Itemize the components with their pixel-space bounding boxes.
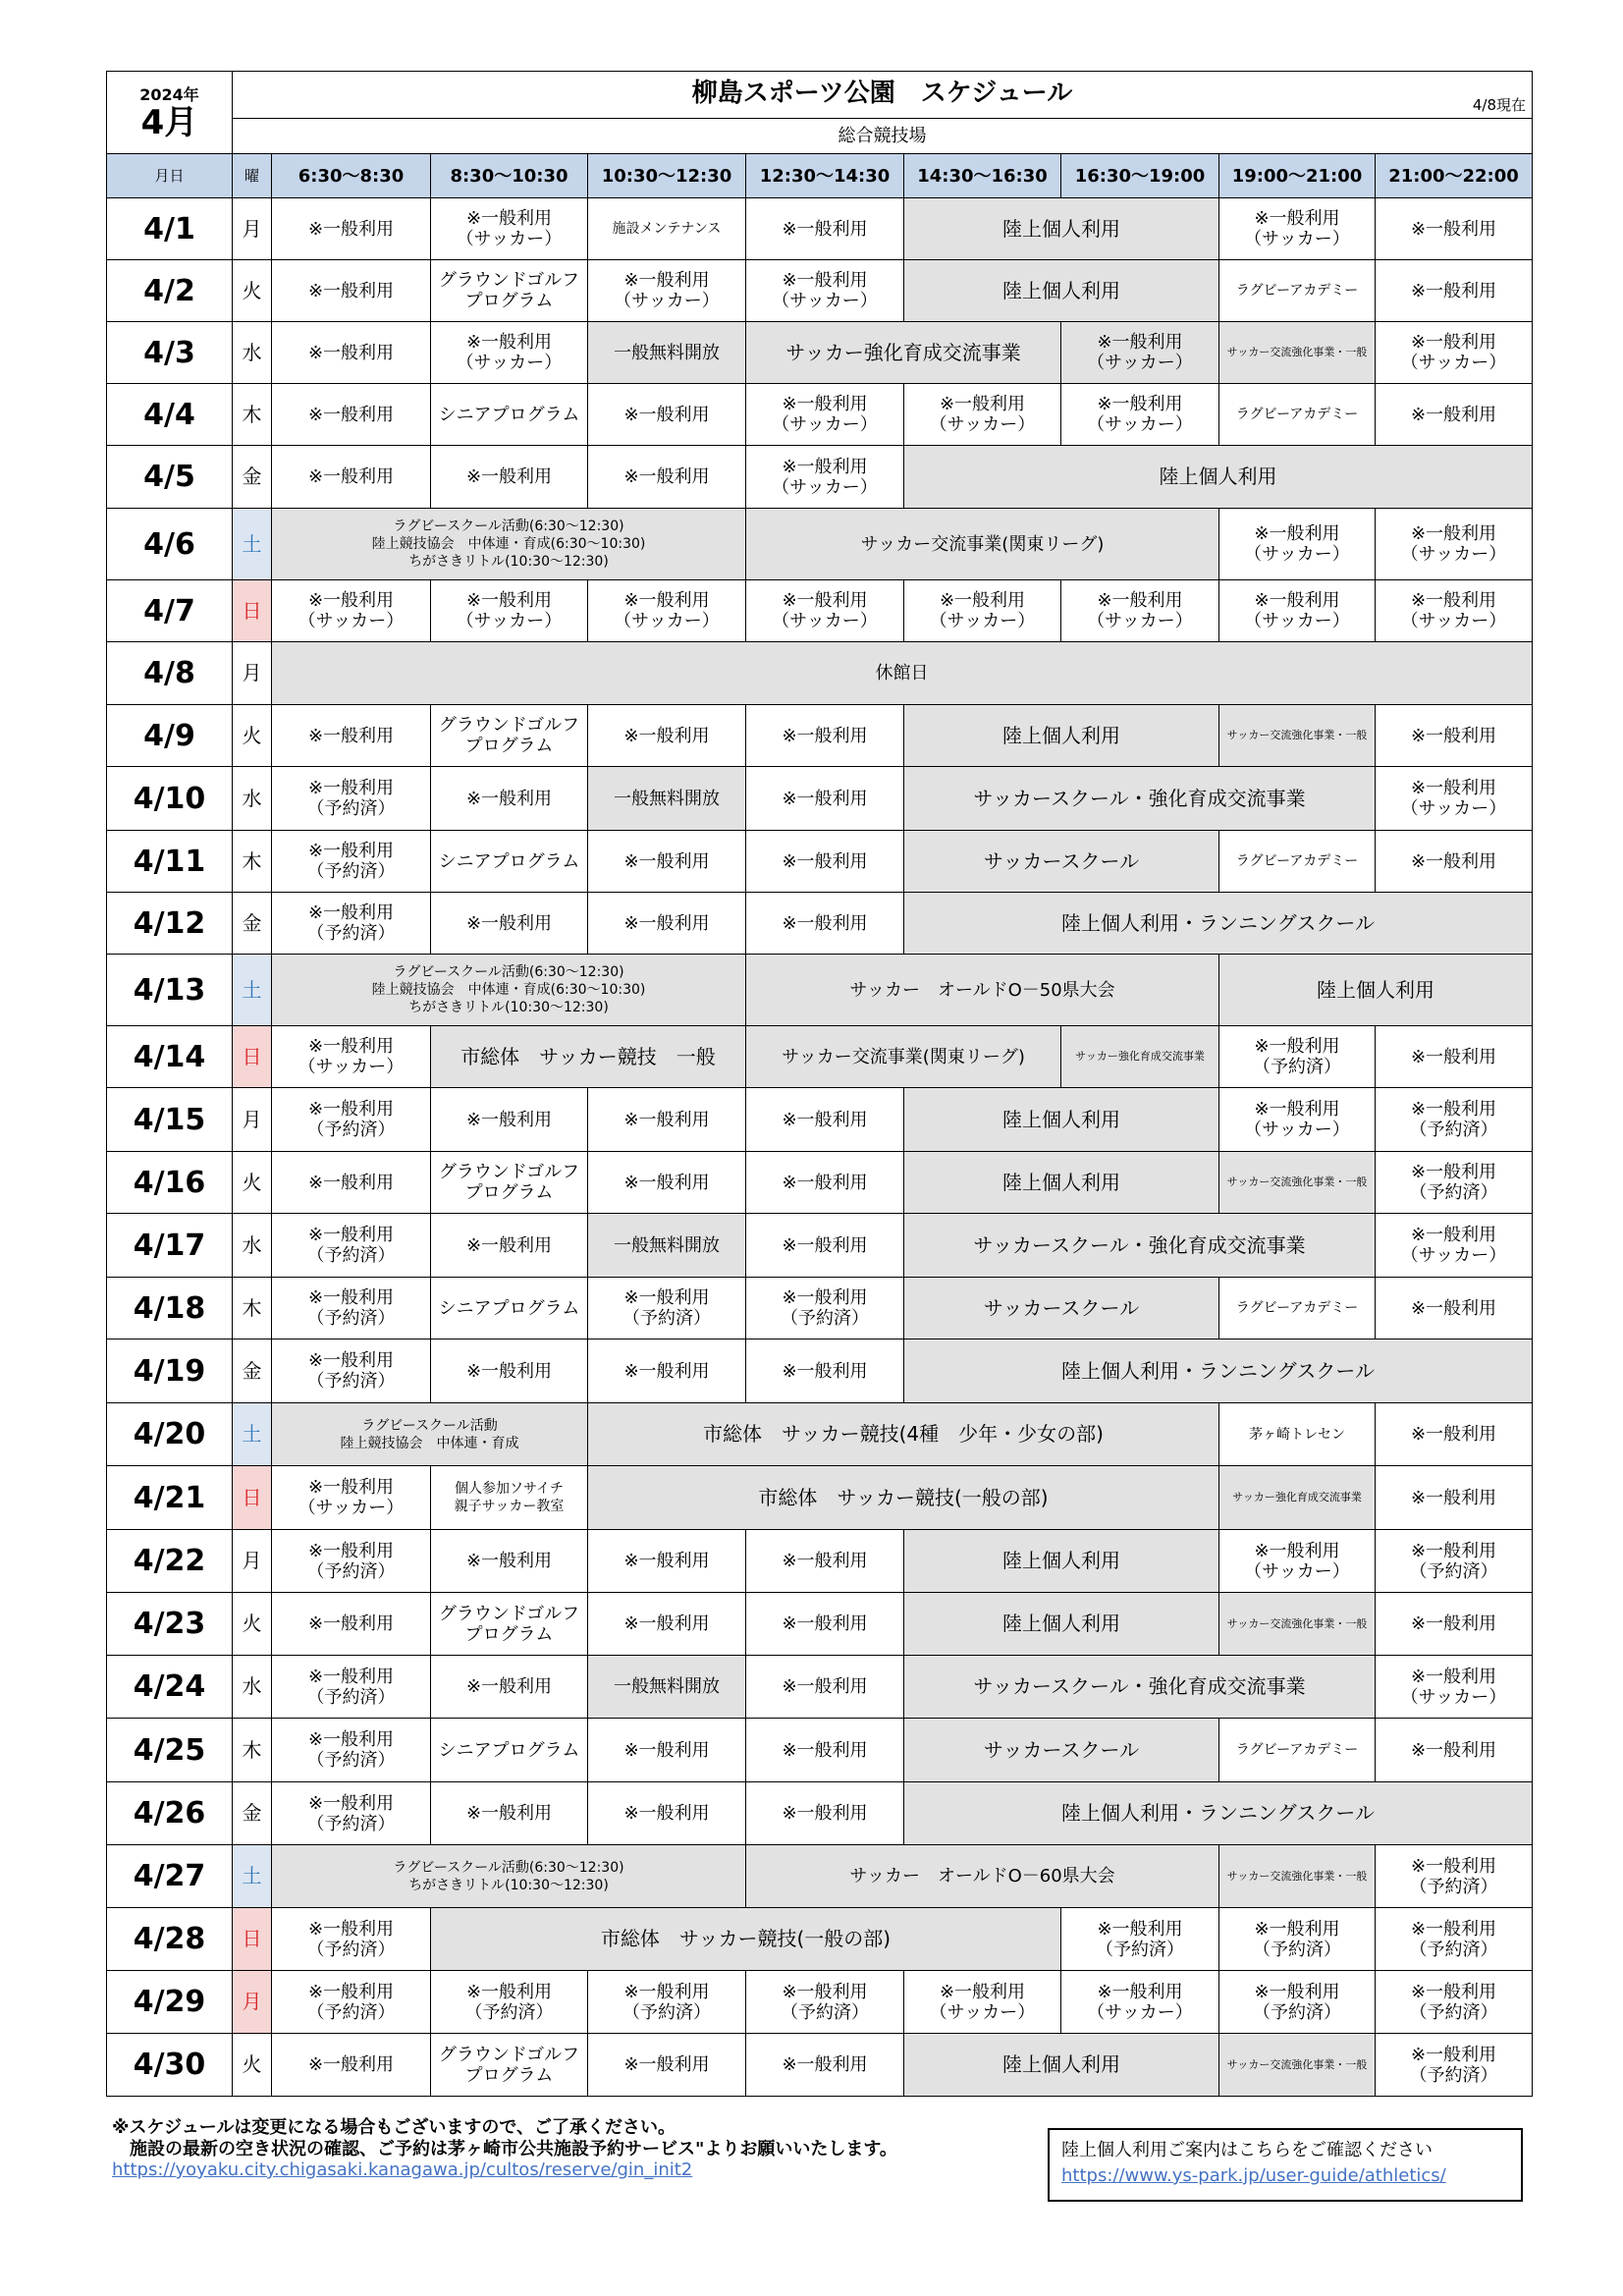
weekday-cell: 火 — [233, 2034, 272, 2097]
schedule-row — [107, 1908, 1533, 1971]
weekday-cell: 日 — [233, 1908, 272, 1971]
schedule-cell: ※一般利用 （サッカー） — [1376, 322, 1533, 384]
schedule-cell: 市総体 サッカー競技(4種 少年・少女の部) — [588, 1403, 1219, 1466]
date-cell: 4/25 — [107, 1719, 233, 1782]
schedule-row — [107, 1088, 1533, 1152]
schedule-cell: ※一般利用 （予約済） — [1376, 1152, 1533, 1214]
schedule-cell: ※一般利用 （サッカー） — [272, 1026, 431, 1088]
schedule-cell: 陸上個人利用 — [904, 260, 1219, 322]
schedule-cell: 施設メンテナンス — [588, 198, 746, 260]
schedule-cell: ラグビーアカデミー — [1219, 384, 1376, 446]
schedule-cell: ※一般利用 （予約済） — [272, 1908, 431, 1971]
schedule-cell: ※一般利用 （予約済） — [746, 1971, 904, 2034]
date-cell: 4/7 — [107, 580, 233, 642]
weekday-cell: 木 — [233, 1719, 272, 1782]
date-cell: 4/11 — [107, 831, 233, 893]
schedule-cell: ※一般利用 — [588, 384, 746, 446]
schedule-cell: ラグビースクール活動 陸上競技協会 中体連・育成 — [272, 1403, 588, 1466]
schedule-cell: 陸上個人利用・ランニングスクール — [904, 893, 1533, 955]
schedule-cell: サッカー強化育成交流事業 — [1061, 1026, 1219, 1088]
schedule-cell: ※一般利用 （サッカー） — [588, 260, 746, 322]
footer-note-2: 施設の最新の空き状況の確認、ご予約は茅ヶ崎市公共施設予約サービス"よりお願いいたします。 — [112, 2139, 897, 2159]
schedule-cell: ※一般利用 — [1376, 384, 1533, 446]
date-cell: 4/28 — [107, 1908, 233, 1971]
schedule-cell: ※一般利用 （サッカー） — [1376, 1214, 1533, 1278]
schedule-cell: ※一般利用 — [588, 831, 746, 893]
schedule-cell: 一般無料開放 — [588, 767, 746, 831]
schedule-cell: ※一般利用 （サッカー） — [746, 384, 904, 446]
schedule-cell: ※一般利用 （サッカー） — [1219, 1530, 1376, 1593]
schedule-cell: ※一般利用 — [272, 384, 431, 446]
schedule-cell: グラウンドゴルフ プログラム — [431, 260, 588, 322]
schedule-cell: グラウンドゴルフ プログラム — [431, 2034, 588, 2097]
as-of-date: 4/8現在 — [1472, 96, 1526, 114]
schedule-cell: ※一般利用 — [746, 1782, 904, 1845]
schedule-cell: ※一般利用 — [746, 1152, 904, 1214]
schedule-cell: ※一般利用 （予約済） — [588, 1971, 746, 2034]
schedule-cell: 休館日 — [272, 642, 1533, 705]
schedule-cell: ※一般利用 （サッカー） — [1219, 580, 1376, 642]
facility-name: 総合競技場 — [233, 119, 1533, 154]
schedule-cell: ※一般利用 — [272, 322, 431, 384]
schedule-row — [107, 446, 1533, 509]
schedule-cell: 陸上個人利用 — [904, 1152, 1219, 1214]
schedule-row — [107, 322, 1533, 384]
schedule-cell: グラウンドゴルフ プログラム — [431, 1152, 588, 1214]
weekday-cell: 水 — [233, 767, 272, 831]
schedule-row — [107, 1152, 1533, 1214]
schedule-cell: ラグビースクール活動(6:30～12:30) 陸上競技協会 中体連・育成(6:30～10:30) ちがさきリトル(10:30～12:30) — [272, 509, 746, 580]
schedule-cell: ※一般利用 — [746, 767, 904, 831]
schedule-cell: ※一般利用 — [431, 446, 588, 509]
schedule-cell: ※一般利用 — [1376, 705, 1533, 767]
weekday-cell: 木 — [233, 384, 272, 446]
schedule-cell: ※一般利用 （予約済） — [272, 1530, 431, 1593]
schedule-cell: ※一般利用 — [588, 1339, 746, 1403]
schedule-cell: ※一般利用 （予約済） — [1376, 1971, 1533, 2034]
schedule-row — [107, 642, 1533, 705]
schedule-cell: ※一般利用 — [1376, 260, 1533, 322]
date-cell: 4/22 — [107, 1530, 233, 1593]
schedule-cell: シニアプログラム — [431, 384, 588, 446]
date-cell: 4/13 — [107, 955, 233, 1026]
date-cell: 4/16 — [107, 1152, 233, 1214]
schedule-cell: サッカー強化育成交流事業 — [746, 322, 1061, 384]
schedule-cell: ※一般利用 （予約済） — [1061, 1908, 1219, 1971]
schedule-cell: ※一般利用 （サッカー） — [904, 1971, 1061, 2034]
schedule-cell: サッカー交流強化事業・一般 — [1219, 705, 1376, 767]
weekday-cell: 土 — [233, 509, 272, 580]
date-cell: 4/9 — [107, 705, 233, 767]
schedule-cell: ※一般利用 — [746, 1530, 904, 1593]
schedule-cell: ※一般利用 （サッカー） — [1219, 1088, 1376, 1152]
schedule-row — [107, 1530, 1533, 1593]
schedule-cell: ※一般利用 — [1376, 198, 1533, 260]
schedule-cell: ※一般利用 （予約済） — [588, 1278, 746, 1339]
date-cell: 4/8 — [107, 642, 233, 705]
schedule-row — [107, 1026, 1533, 1088]
schedule-cell: ※一般利用 — [431, 1214, 588, 1278]
schedule-cell: 陸上個人利用 — [904, 1593, 1219, 1656]
schedule-cell: 一般無料開放 — [588, 322, 746, 384]
schedule-row — [107, 1278, 1533, 1339]
column-header: 16:30～19:00 — [1061, 154, 1219, 198]
schedule-cell: ※一般利用 — [746, 705, 904, 767]
schedule-cell: ※一般利用 — [746, 831, 904, 893]
schedule-row — [107, 1403, 1533, 1466]
year-label: 2024年 — [139, 84, 199, 104]
column-header: 10:30～12:30 — [588, 154, 746, 198]
schedule-cell: ※一般利用 （予約済） — [272, 1656, 431, 1719]
title-cell — [233, 72, 1533, 119]
schedule-cell: ※一般利用 （サッカー） — [272, 580, 431, 642]
athletics-info-text: 陸上個人利用ご案内はこちらをご確認ください — [1061, 2140, 1433, 2160]
date-cell: 4/18 — [107, 1278, 233, 1339]
schedule-cell: ※一般利用 （予約済） — [272, 1214, 431, 1278]
weekday-cell: 火 — [233, 1152, 272, 1214]
schedule-cell: ※一般利用 （予約済） — [272, 1719, 431, 1782]
schedule-cell: ※一般利用 （サッカー） — [1061, 384, 1219, 446]
schedule-cell: ※一般利用 （予約済） — [746, 1278, 904, 1339]
schedule-row — [107, 198, 1533, 260]
schedule-cell: ※一般利用 （予約済） — [1376, 1845, 1533, 1908]
schedule-cell: ※一般利用 — [588, 1719, 746, 1782]
column-header: 21:00～22:00 — [1376, 154, 1533, 198]
schedule-cell: 陸上個人利用 — [904, 1088, 1219, 1152]
schedule-cell: ※一般利用 （サッカー） — [1061, 580, 1219, 642]
weekday-cell: 月 — [233, 642, 272, 705]
schedule-row — [107, 1466, 1533, 1530]
schedule-row — [107, 2034, 1533, 2097]
schedule-cell: ※一般利用 （サッカー） — [272, 1466, 431, 1530]
column-header: 8:30～10:30 — [431, 154, 588, 198]
schedule-cell: ※一般利用 — [746, 1339, 904, 1403]
date-cell: 4/12 — [107, 893, 233, 955]
schedule-cell: サッカー交流強化事業・一般 — [1219, 1593, 1376, 1656]
schedule-cell: サッカースクール — [904, 831, 1219, 893]
schedule-cell: ※一般利用 — [1376, 1278, 1533, 1339]
schedule-cell: ※一般利用 （サッカー） — [1376, 580, 1533, 642]
weekday-cell: 火 — [233, 705, 272, 767]
schedule-cell: サッカースクール — [904, 1278, 1219, 1339]
schedule-cell: ※一般利用 （サッカー） — [904, 580, 1061, 642]
schedule-cell: ※一般利用 — [746, 1214, 904, 1278]
schedule-row — [107, 1782, 1533, 1845]
schedule-cell: ※一般利用 （サッカー） — [431, 198, 588, 260]
schedule-cell: ※一般利用 — [588, 2034, 746, 2097]
schedule-cell: ※一般利用 （予約済） — [1376, 1530, 1533, 1593]
schedule-cell: サッカースクール・強化育成交流事業 — [904, 1656, 1376, 1719]
schedule-cell: ※一般利用 （予約済） — [1376, 2034, 1533, 2097]
schedule-cell: ※一般利用 — [272, 260, 431, 322]
schedule-row — [107, 1593, 1533, 1656]
weekday-cell: 木 — [233, 831, 272, 893]
weekday-cell: 土 — [233, 1845, 272, 1908]
schedule-cell: ※一般利用 — [431, 767, 588, 831]
schedule-cell: ラグビーアカデミー — [1219, 1278, 1376, 1339]
schedule-cell: ラグビースクール活動(6:30～12:30) 陸上競技協会 中体連・育成(6:30～10:30) ちがさきリトル(10:30～12:30) — [272, 955, 746, 1026]
weekday-cell: 土 — [233, 1403, 272, 1466]
schedule-row — [107, 1845, 1533, 1908]
schedule-cell: サッカースクール — [904, 1719, 1219, 1782]
schedule-cell: ※一般利用 — [588, 893, 746, 955]
schedule-cell: ※一般利用 （サッカー） — [1219, 198, 1376, 260]
schedule-row — [107, 1339, 1533, 1403]
schedule-row — [107, 1719, 1533, 1782]
column-header: 月日 — [107, 154, 233, 198]
weekday-cell: 日 — [233, 1466, 272, 1530]
schedule-cell: ※一般利用 （予約済） — [1219, 1971, 1376, 2034]
schedule-cell: サッカー オールドO－60県大会 — [746, 1845, 1219, 1908]
weekday-cell: 日 — [233, 1026, 272, 1088]
schedule-cell: ※一般利用 — [1376, 1026, 1533, 1088]
month-label: 4月 — [140, 102, 198, 142]
date-cell: 4/1 — [107, 198, 233, 260]
schedule-cell: サッカー交流強化事業・一般 — [1219, 1845, 1376, 1908]
athletics-info-box — [1048, 2128, 1523, 2202]
schedule-row — [107, 1656, 1533, 1719]
schedule-cell: 一般無料開放 — [588, 1214, 746, 1278]
weekday-cell: 金 — [233, 1339, 272, 1403]
schedule-cell: ラグビーアカデミー — [1219, 1719, 1376, 1782]
schedule-cell: シニアプログラム — [431, 1719, 588, 1782]
schedule-cell: ※一般利用 — [1376, 831, 1533, 893]
athletics-info-link[interactable]: https://www.ys-park.jp/user-guide/athletics/ — [1061, 2165, 1446, 2186]
schedule-row — [107, 580, 1533, 642]
schedule-cell: ※一般利用 （サッカー） — [1376, 509, 1533, 580]
schedule-cell: サッカースクール・強化育成交流事業 — [904, 767, 1376, 831]
schedule-cell: ※一般利用 — [588, 1782, 746, 1845]
schedule-cell: 市総体 サッカー競技 一般 — [431, 1026, 746, 1088]
schedule-cell: 陸上個人利用 — [904, 705, 1219, 767]
schedule-row — [107, 893, 1533, 955]
schedule-cell: ※一般利用 — [431, 1782, 588, 1845]
schedule-cell: 陸上個人利用・ランニングスクール — [904, 1339, 1533, 1403]
schedule-cell: サッカー交流強化事業・一般 — [1219, 322, 1376, 384]
schedule-cell: ラグビーアカデミー — [1219, 260, 1376, 322]
schedule-cell: 個人参加ソサイチ 親子サッカー教室 — [431, 1466, 588, 1530]
date-cell: 4/17 — [107, 1214, 233, 1278]
schedule-cell: サッカー交流事業(関東リーグ) — [746, 1026, 1061, 1088]
schedule-cell: ※一般利用 （予約済） — [272, 1782, 431, 1845]
date-cell: 4/4 — [107, 384, 233, 446]
schedule-cell: ※一般利用 — [588, 705, 746, 767]
schedule-row — [107, 831, 1533, 893]
schedule-row — [107, 1971, 1533, 2034]
schedule-cell: ※一般利用 — [272, 198, 431, 260]
schedule-cell: サッカー交流事業(関東リーグ) — [746, 509, 1219, 580]
schedule-cell: ※一般利用 （サッカー） — [431, 322, 588, 384]
column-header: 12:30～14:30 — [746, 154, 904, 198]
schedule-cell: ※一般利用 （サッカー） — [746, 446, 904, 509]
schedule-cell: シニアプログラム — [431, 1278, 588, 1339]
schedule-cell: ※一般利用 （予約済） — [1219, 1908, 1376, 1971]
schedule-cell: サッカー オールドO－50県大会 — [746, 955, 1219, 1026]
schedule-cell: ※一般利用 — [746, 2034, 904, 2097]
weekday-cell: 月 — [233, 1530, 272, 1593]
column-header: 19:00～21:00 — [1219, 154, 1376, 198]
schedule-cell: ※一般利用 （サッカー） — [904, 384, 1061, 446]
schedule-cell: ※一般利用 — [272, 1593, 431, 1656]
schedule-cell: サッカー交流強化事業・一般 — [1219, 1152, 1376, 1214]
schedule-cell: ※一般利用 （予約済） — [272, 1278, 431, 1339]
weekday-cell: 火 — [233, 260, 272, 322]
schedule-cell: 陸上個人利用 — [904, 446, 1533, 509]
schedule-row — [107, 509, 1533, 580]
schedule-row — [107, 955, 1533, 1026]
schedule-cell: ※一般利用 — [1376, 1593, 1533, 1656]
schedule-cell: ※一般利用 — [1376, 1466, 1533, 1530]
schedule-cell: ※一般利用 （予約済） — [272, 1339, 431, 1403]
schedule-cell: ※一般利用 — [588, 446, 746, 509]
column-header: 14:30～16:30 — [904, 154, 1061, 198]
column-header: 曜 — [233, 154, 272, 198]
schedule-cell: ※一般利用 （サッカー） — [1219, 509, 1376, 580]
schedule-cell: ※一般利用 — [746, 1656, 904, 1719]
schedule-cell: 陸上個人利用 — [904, 2034, 1219, 2097]
schedule-cell: ※一般利用 — [588, 1530, 746, 1593]
schedule-cell: グラウンドゴルフ プログラム — [431, 1593, 588, 1656]
schedule-cell: ※一般利用 （サッカー） — [431, 580, 588, 642]
schedule-cell: ※一般利用 — [746, 1088, 904, 1152]
schedule-cell: ※一般利用 （予約済） — [1376, 1088, 1533, 1152]
schedule-cell: ラグビースクール活動(6:30～12:30) ちがさきリトル(10:30～12:30) — [272, 1845, 746, 1908]
schedule-cell: シニアプログラム — [431, 831, 588, 893]
schedule-row — [107, 384, 1533, 446]
date-cell: 4/5 — [107, 446, 233, 509]
schedule-cell: ※一般利用 — [431, 893, 588, 955]
date-cell: 4/27 — [107, 1845, 233, 1908]
schedule-cell: ※一般利用 — [431, 1088, 588, 1152]
schedule-cell: 陸上個人利用・ランニングスクール — [904, 1782, 1533, 1845]
weekday-cell: 日 — [233, 580, 272, 642]
schedule-cell: ※一般利用 （予約済） — [272, 893, 431, 955]
date-cell: 4/3 — [107, 322, 233, 384]
date-cell: 4/23 — [107, 1593, 233, 1656]
schedule-cell: 一般無料開放 — [588, 1656, 746, 1719]
schedule-cell: ※一般利用 （予約済） — [272, 767, 431, 831]
schedule-cell: ※一般利用 — [272, 705, 431, 767]
schedule-cell: ※一般利用 — [431, 1656, 588, 1719]
schedule-row — [107, 705, 1533, 767]
weekday-cell: 月 — [233, 1088, 272, 1152]
schedule-cell: ※一般利用 — [746, 1719, 904, 1782]
schedule-cell: ※一般利用 （サッカー） — [1061, 1971, 1219, 2034]
schedule-cell: 茅ヶ崎トレセン — [1219, 1403, 1376, 1466]
date-cell: 4/19 — [107, 1339, 233, 1403]
schedule-cell: 陸上個人利用 — [1219, 955, 1533, 1026]
date-cell: 4/2 — [107, 260, 233, 322]
date-cell: 4/15 — [107, 1088, 233, 1152]
weekday-cell: 金 — [233, 1782, 272, 1845]
schedule-cell: サッカースクール・強化育成交流事業 — [904, 1214, 1376, 1278]
footer-note-1: ※スケジュールは変更になる場合もございますので、ご了承ください。 — [112, 2117, 676, 2138]
schedule-cell: ※一般利用 — [431, 1339, 588, 1403]
schedule-cell: グラウンドゴルフ プログラム — [431, 705, 588, 767]
schedule-cell: ※一般利用 — [746, 893, 904, 955]
weekday-cell: 火 — [233, 1593, 272, 1656]
schedule-cell: 陸上個人利用 — [904, 1530, 1219, 1593]
date-cell: 4/29 — [107, 1971, 233, 2034]
schedule-cell: ※一般利用 — [272, 446, 431, 509]
schedule-cell: ※一般利用 （予約済） — [431, 1971, 588, 2034]
date-cell: 4/6 — [107, 509, 233, 580]
schedule-cell: ※一般利用 （予約済） — [272, 1971, 431, 2034]
weekday-cell: 月 — [233, 1971, 272, 2034]
schedule-row — [107, 260, 1533, 322]
schedule-cell: ※一般利用 — [588, 1088, 746, 1152]
weekday-cell: 金 — [233, 446, 272, 509]
schedule-cell: 陸上個人利用 — [904, 198, 1219, 260]
schedule-cell: ※一般利用 — [431, 1530, 588, 1593]
year-month-cell — [107, 72, 233, 154]
schedule-cell: ※一般利用 — [272, 1152, 431, 1214]
column-header: 6:30～8:30 — [272, 154, 431, 198]
schedule-cell: ※一般利用 — [746, 1593, 904, 1656]
schedule-row — [107, 1214, 1533, 1278]
date-cell: 4/24 — [107, 1656, 233, 1719]
date-cell: 4/14 — [107, 1026, 233, 1088]
weekday-cell: 水 — [233, 1656, 272, 1719]
weekday-cell: 月 — [233, 198, 272, 260]
date-cell: 4/26 — [107, 1782, 233, 1845]
weekday-cell: 水 — [233, 322, 272, 384]
schedule-cell: ※一般利用 （予約済） — [1376, 1908, 1533, 1971]
schedule-cell: ※一般利用 — [1376, 1719, 1533, 1782]
reservation-link[interactable]: https://yoyaku.city.chigasaki.kanagawa.jp/cultos/reserve/gin_init2 — [112, 2159, 693, 2180]
schedule-row — [107, 767, 1533, 831]
schedule-cell: ※一般利用 （サッカー） — [1376, 767, 1533, 831]
date-cell: 4/30 — [107, 2034, 233, 2097]
schedule-cell: ※一般利用 （予約済） — [272, 831, 431, 893]
column-header-row — [107, 154, 1533, 198]
date-cell: 4/21 — [107, 1466, 233, 1530]
page-title: 柳島スポーツ公園 スケジュール — [691, 79, 1073, 108]
schedule-cell: ※一般利用 （サッカー） — [588, 580, 746, 642]
schedule-cell: 市総体 サッカー競技(一般の部) — [588, 1466, 1219, 1530]
schedule-cell: ※一般利用 — [1376, 1403, 1533, 1466]
schedule-cell: ※一般利用 — [746, 198, 904, 260]
schedule-cell: ※一般利用 — [272, 2034, 431, 2097]
schedule-cell: ラグビーアカデミー — [1219, 831, 1376, 893]
schedule-table — [106, 71, 1533, 2097]
schedule-cell: ※一般利用 （サッカー） — [746, 260, 904, 322]
schedule-cell: ※一般利用 — [588, 1593, 746, 1656]
schedule-cell: サッカー交流強化事業・一般 — [1219, 2034, 1376, 2097]
schedule-cell: ※一般利用 （サッカー） — [746, 580, 904, 642]
schedule-cell: ※一般利用 （予約済） — [272, 1088, 431, 1152]
weekday-cell: 金 — [233, 893, 272, 955]
schedule-cell: ※一般利用 （予約済） — [1219, 1026, 1376, 1088]
schedule-cell: サッカー強化育成交流事業 — [1219, 1466, 1376, 1530]
weekday-cell: 土 — [233, 955, 272, 1026]
schedule-cell: 市総体 サッカー競技(一般の部) — [431, 1908, 1061, 1971]
weekday-cell: 水 — [233, 1214, 272, 1278]
date-cell: 4/20 — [107, 1403, 233, 1466]
schedule-cell: ※一般利用 （サッカー） — [1376, 1656, 1533, 1719]
schedule-cell: ※一般利用 （サッカー） — [1061, 322, 1219, 384]
date-cell: 4/10 — [107, 767, 233, 831]
schedule-cell: ※一般利用 — [588, 1152, 746, 1214]
weekday-cell: 木 — [233, 1278, 272, 1339]
